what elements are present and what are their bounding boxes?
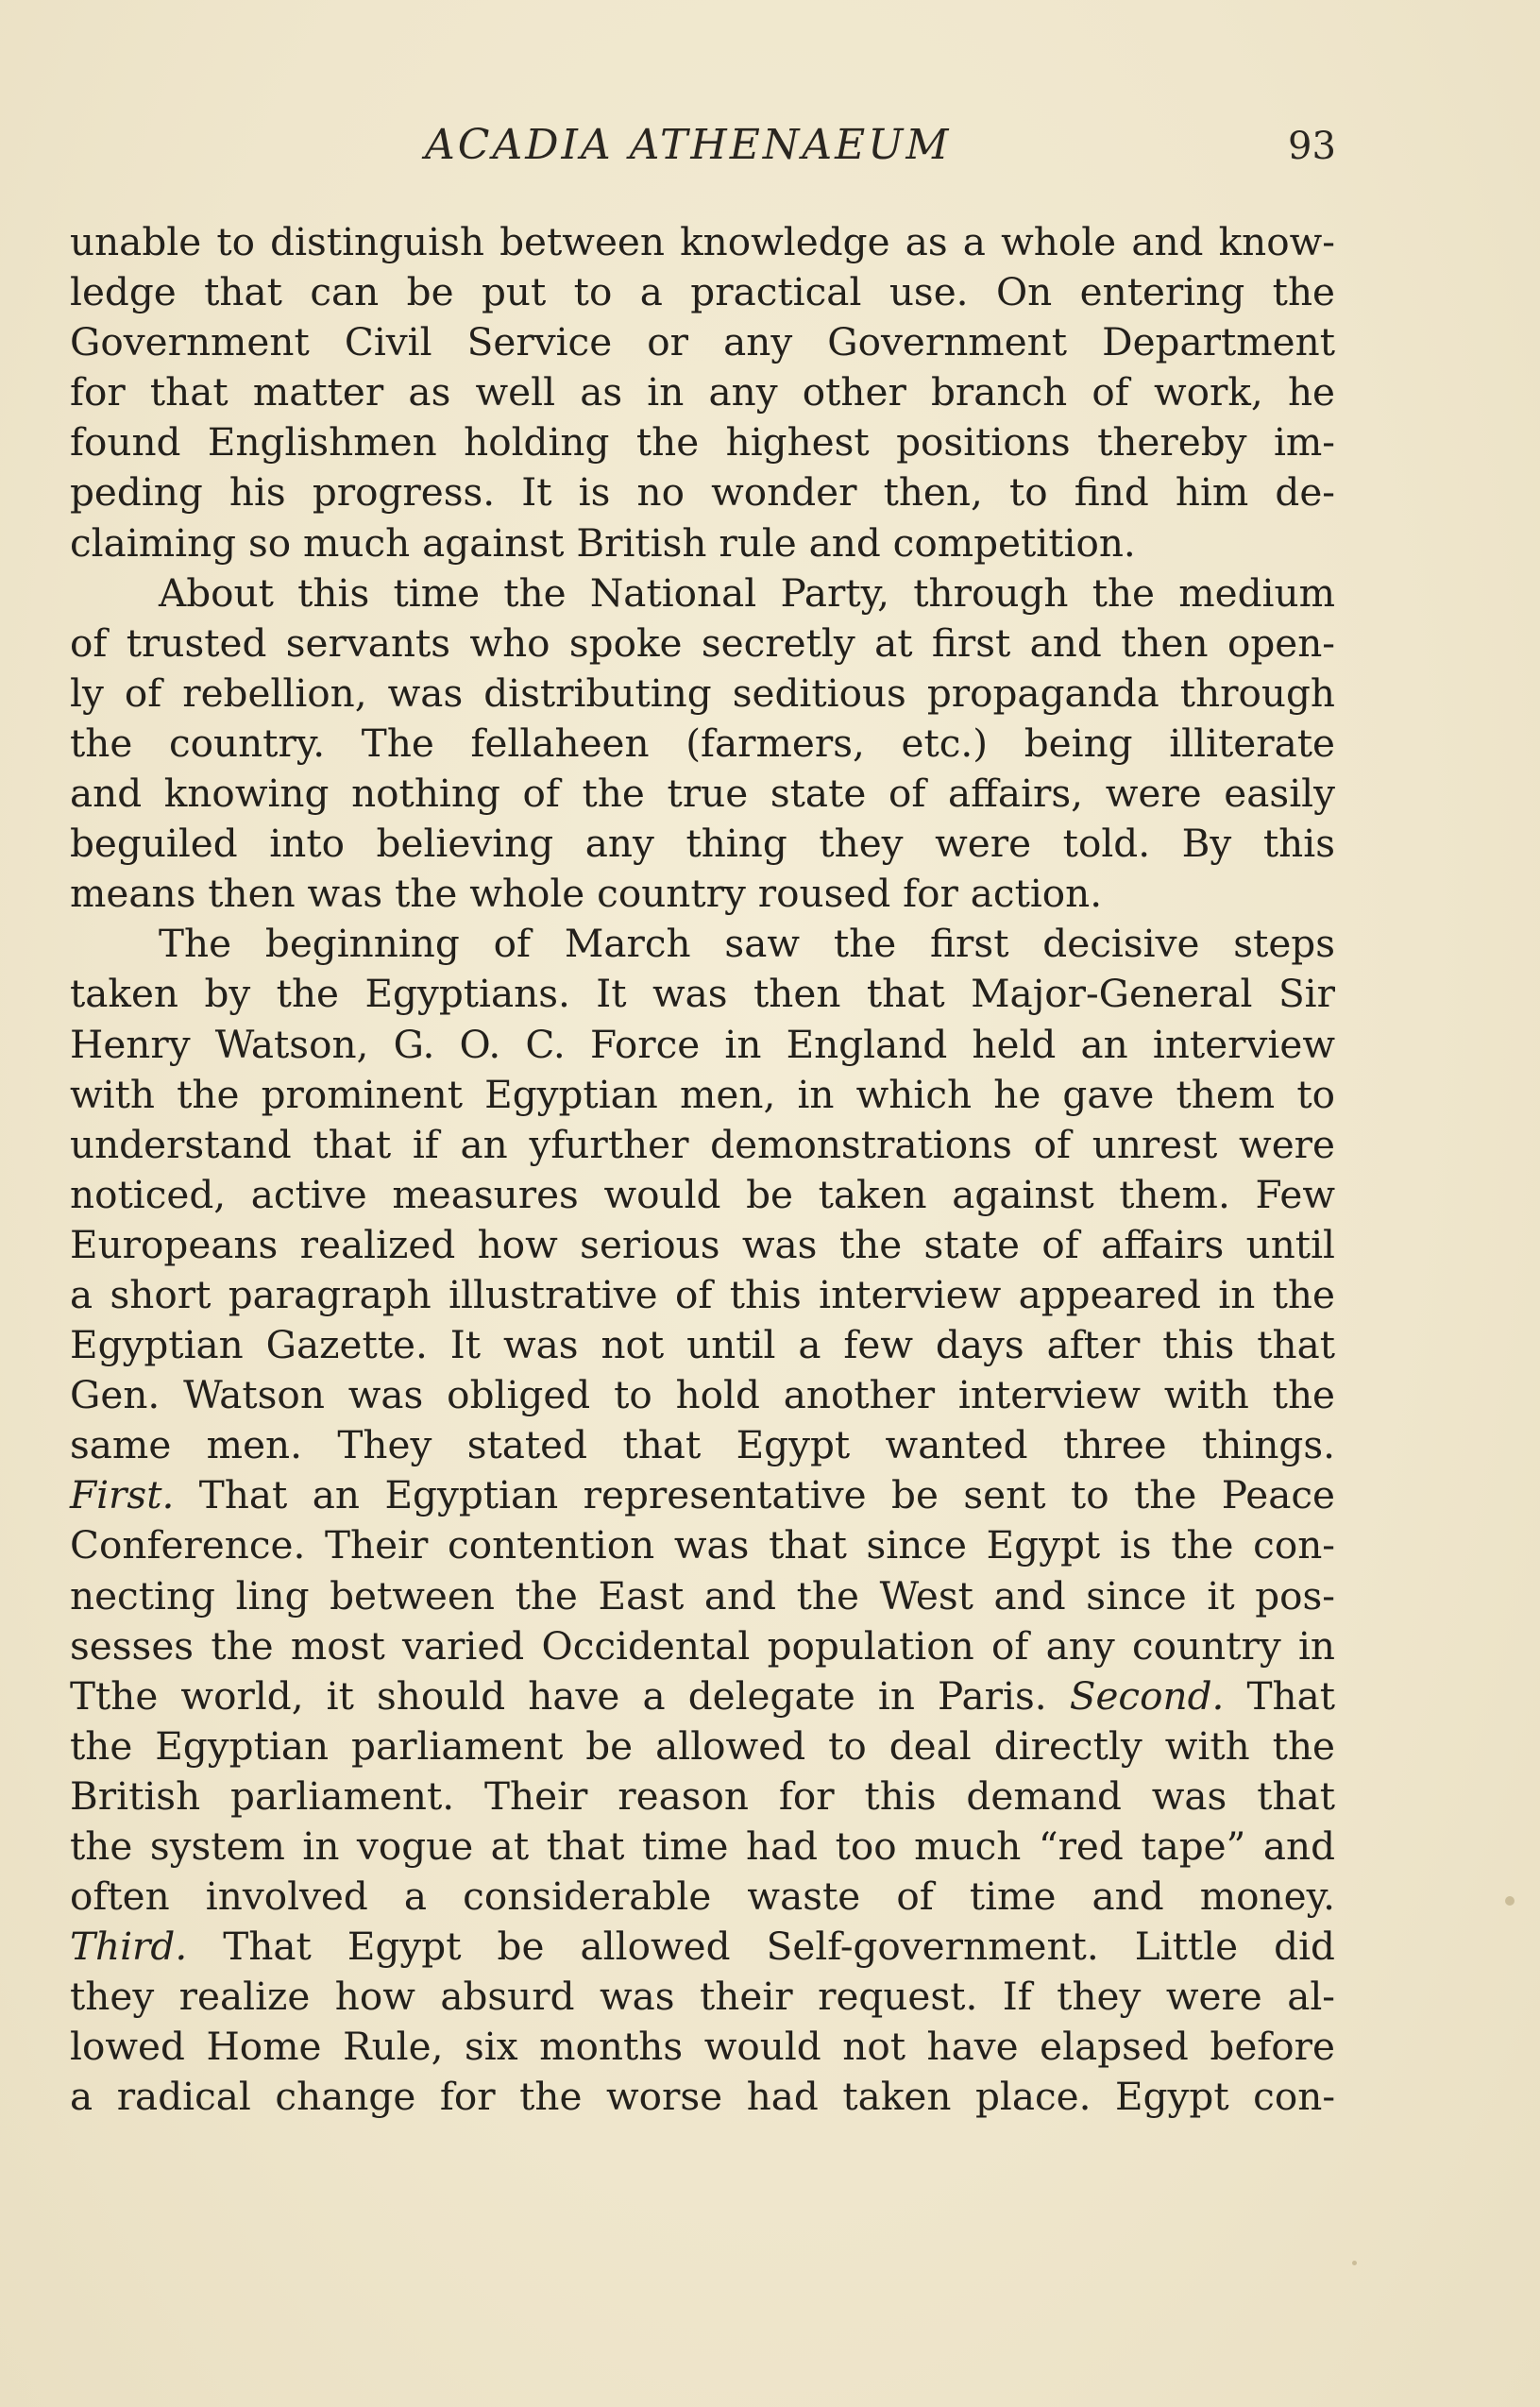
text-line: ledge that can be put to a practical use. On entering the xyxy=(70,269,1335,315)
text-line: unable to distinguish between knowledge as a whole and know- xyxy=(70,219,1335,264)
line-text: That an Egyptian representative be sent to the Peace xyxy=(174,1472,1335,1518)
text-line: beguiled into believing any thing they were told. By this xyxy=(70,821,1335,867)
text-line: understand that if an yfurther demonstrations of unrest were xyxy=(70,1121,1335,1167)
text-line: they realize how absurd was their request. If they were al- xyxy=(70,1974,1335,2020)
text-line-with-italic xyxy=(70,1922,1335,1972)
text-line: the country. The fellaheen (farmers, etc.) being illiterate xyxy=(70,720,1335,766)
text-line: for that matter as well as in any other branch of work, he xyxy=(70,369,1335,415)
body-text xyxy=(70,217,1335,2123)
text-line: lowed Home Rule, six months would not have elapsed before xyxy=(70,2024,1335,2070)
text-line: with the prominent Egyptian men, in which he gave them to xyxy=(70,1071,1335,1117)
text-line: a short paragraph illustrative of this interview appeared in the xyxy=(70,1271,1335,1317)
text-line-with-italic xyxy=(70,1470,1335,1520)
text-line: often involved a considerable waste of time and money. xyxy=(70,1873,1335,1920)
text-line: same men. They stated that Egypt wanted three things. xyxy=(70,1422,1335,1468)
journal-title: ACADIA ATHENAEUM xyxy=(425,121,952,169)
italic-heading: First. xyxy=(70,1472,175,1518)
running-head xyxy=(0,121,1540,178)
text-line: the Egyptian parliament be allowed to deal directly with the xyxy=(70,1722,1335,1769)
text-line: The beginning of March saw the first decisive steps xyxy=(159,921,1335,967)
text-line: means then was the whole country roused for action. xyxy=(70,871,1103,917)
text-line: Egyptian Gazette. It was not until a few days after this that xyxy=(70,1322,1335,1368)
paper-speck xyxy=(1505,1896,1515,1906)
line-text: That Egypt be allowed Self-government. Little did xyxy=(187,1924,1335,1970)
text-line: sesses the most varied Occidental population of any country in xyxy=(70,1622,1335,1669)
text-line: found Englishmen holding the highest positions thereby im- xyxy=(70,419,1335,466)
text-line: ly of rebellion, was distributing seditious propaganda through xyxy=(70,670,1335,716)
line-text-after: That xyxy=(1224,1672,1335,1719)
text-line: claiming so much against British rule and competition. xyxy=(70,519,1136,566)
paper-speck xyxy=(1352,2261,1357,2265)
italic-heading: Third. xyxy=(70,1924,188,1970)
text-line: noticed, active measures would be taken against them. Few xyxy=(70,1171,1335,1217)
text-line: About this time the National Party, through the medium xyxy=(159,569,1335,616)
text-line: a radical change for the worse had taken place. Egypt con- xyxy=(70,2074,1335,2120)
text-line: necting ling between the East and the West and since it pos- xyxy=(70,1572,1335,1619)
text-line: British parliament. Their reason for this demand was that xyxy=(70,1772,1335,1819)
text-line: taken by the Egyptians. It was then that Major-General Sir xyxy=(70,971,1335,1017)
text-line: Government Civil Service or any Government Department xyxy=(70,319,1335,365)
italic-heading: Second. xyxy=(1069,1672,1225,1719)
text-line: Henry Watson, G. O. C. Force in England held an interview xyxy=(70,1021,1335,1067)
text-line: and knowing nothing of the true state of affairs, were easily xyxy=(70,771,1335,817)
text-line: Conference. Their contention was that since Egypt is the con- xyxy=(70,1522,1335,1568)
page-number: 93 xyxy=(1288,125,1336,168)
line-text: Tthe world, it should have a delegate in Paris. xyxy=(70,1672,1070,1719)
text-line: of trusted servants who spoke secretly at first and then open- xyxy=(70,619,1335,666)
text-line: Gen. Watson was obliged to hold another interview with the xyxy=(70,1372,1335,1418)
text-line: peding his progress. It is no wonder then, to find him de- xyxy=(70,469,1335,516)
text-line: the system in vogue at that time had too much “red tape” and xyxy=(70,1823,1335,1869)
text-line: Europeans realized how serious was the state of affairs until xyxy=(70,1221,1335,1267)
text-line-with-italic xyxy=(70,1671,1335,1721)
